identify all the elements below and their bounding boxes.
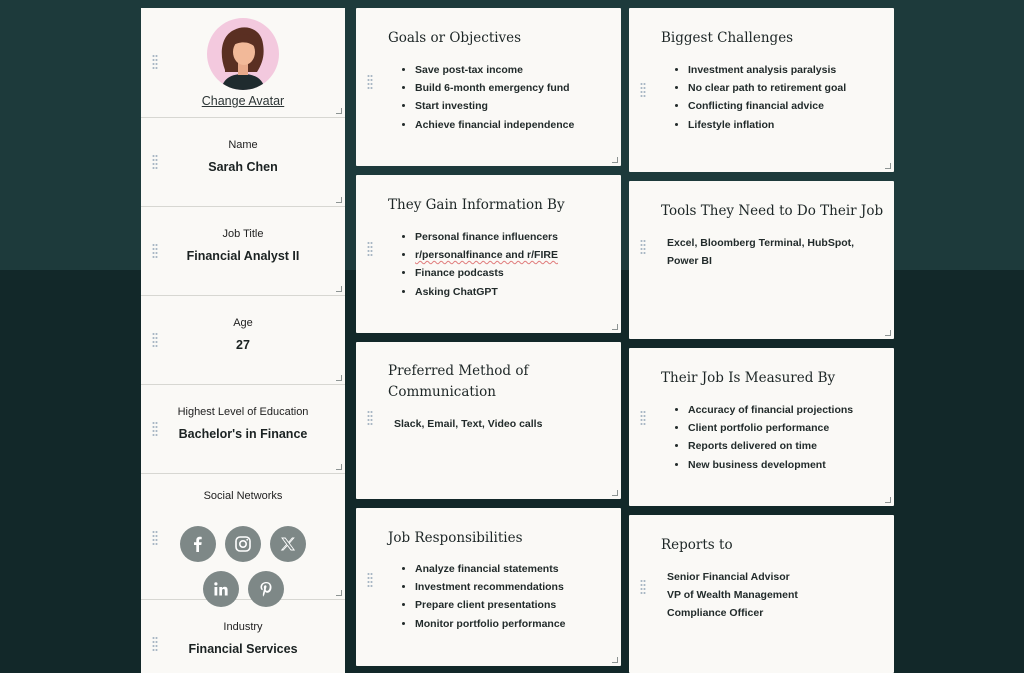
job-title-value[interactable]: Financial Analyst II	[186, 249, 300, 263]
list-item: • Investment recommendations	[415, 578, 609, 596]
list-item: • Start investing	[415, 97, 609, 115]
reports-to-line: VP of Wealth Management	[667, 589, 798, 601]
age-value[interactable]: 27	[236, 338, 250, 352]
drag-handle[interactable]	[640, 82, 646, 98]
responsibilities-list	[398, 560, 609, 633]
change-avatar-link[interactable]: Change Avatar	[201, 94, 285, 108]
reports-to-line: Senior Financial Advisor	[667, 571, 790, 583]
resize-handle[interactable]	[612, 490, 618, 496]
measured-list	[671, 401, 882, 474]
resize-handle[interactable]	[336, 375, 342, 381]
information-card	[356, 175, 621, 333]
instagram-icon[interactable]	[225, 526, 261, 562]
list-item: • Analyze financial statements	[415, 560, 609, 578]
drag-handle[interactable]	[152, 421, 158, 437]
industry-value[interactable]: Financial Services	[188, 642, 298, 656]
resize-handle[interactable]	[885, 163, 891, 169]
drag-handle[interactable]	[152, 332, 158, 348]
resize-handle[interactable]	[336, 197, 342, 203]
name-panel	[141, 118, 345, 207]
resize-handle[interactable]	[612, 324, 618, 330]
communication-card	[356, 342, 621, 499]
list-item: • Monitor portfolio performance	[415, 615, 609, 633]
profile-column	[141, 8, 345, 673]
drag-handle[interactable]	[640, 239, 646, 255]
list-item: • No clear path to retirement goal	[688, 79, 882, 97]
drag-handle[interactable]	[367, 241, 373, 257]
challenges-card	[629, 8, 894, 172]
job-title-panel	[141, 207, 345, 296]
avatar-panel	[141, 8, 345, 118]
responsibilities-card	[356, 508, 621, 666]
drag-handle[interactable]	[640, 579, 646, 595]
resize-handle[interactable]	[336, 590, 342, 596]
measured-title: Their Job Is Measured By	[661, 370, 836, 386]
information-title: They Gain Information By	[388, 197, 565, 213]
list-item: • Finance podcasts	[415, 264, 609, 282]
age-panel	[141, 296, 345, 385]
name-value[interactable]: Sarah Chen	[208, 160, 278, 174]
job-title-label: Job Title	[222, 228, 264, 240]
resize-handle[interactable]	[612, 657, 618, 663]
challenges-list	[671, 61, 882, 134]
responsibilities-title: Job Responsibilities	[388, 530, 523, 546]
social-networks-panel	[141, 474, 345, 600]
list-item: • Prepare client presentations	[415, 596, 609, 614]
drag-handle[interactable]	[152, 636, 158, 652]
information-list	[398, 228, 609, 301]
social-networks-label: Social Networks	[203, 490, 283, 502]
tools-title: Tools They Need to Do Their Job	[661, 203, 884, 219]
avatar[interactable]	[207, 18, 279, 90]
goals-title: Goals or Objectives	[388, 30, 522, 46]
list-item: • Build 6-month emergency fund	[415, 79, 609, 97]
goals-card	[356, 8, 621, 166]
industry-panel	[141, 600, 345, 673]
challenges-title: Biggest Challenges	[661, 30, 794, 46]
resize-handle[interactable]	[885, 497, 891, 503]
list-item: • Save post-tax income	[415, 61, 609, 79]
resize-handle[interactable]	[336, 286, 342, 292]
list-item: • Achieve financial independence	[415, 116, 609, 134]
list-item: • Investment analysis paralysis	[688, 61, 882, 79]
communication-text: Slack, Email, Text, Video calls	[394, 418, 543, 430]
list-item: • Accuracy of financial projections	[688, 401, 882, 419]
list-item: • Lifestyle inflation	[688, 116, 882, 134]
education-value[interactable]: Bachelor's in Finance	[178, 427, 308, 441]
reports-to-title: Reports to	[661, 537, 733, 553]
drag-handle[interactable]	[640, 410, 646, 426]
tools-card	[629, 181, 894, 339]
drag-handle[interactable]	[367, 74, 373, 90]
name-label: Name	[228, 139, 258, 151]
list-item: • Asking ChatGPT	[415, 283, 609, 301]
list-item: • r/personalfinance and r/FIRE	[415, 246, 609, 264]
resize-handle[interactable]	[612, 157, 618, 163]
list-item: • Reports delivered on time	[688, 437, 882, 455]
drag-handle[interactable]	[152, 54, 158, 70]
drag-handle[interactable]	[367, 572, 373, 588]
list-item: • Conflicting financial advice	[688, 97, 882, 115]
facebook-icon[interactable]	[180, 526, 216, 562]
reports-to-card	[629, 515, 894, 673]
age-label: Age	[233, 317, 253, 329]
resize-handle[interactable]	[336, 108, 342, 114]
list-item: • Client portfolio performance	[688, 419, 882, 437]
communication-title: Preferred Method of Communication	[388, 363, 529, 400]
list-item: • Personal finance influencers	[415, 228, 609, 246]
drag-handle[interactable]	[367, 410, 373, 426]
education-label: Highest Level of Education	[177, 406, 309, 418]
industry-label: Industry	[223, 621, 263, 633]
drag-handle[interactable]	[152, 154, 158, 170]
measured-card	[629, 348, 894, 506]
resize-handle[interactable]	[885, 330, 891, 336]
drag-handle[interactable]	[152, 243, 158, 259]
list-item: • New business development	[688, 456, 882, 474]
x-icon[interactable]	[270, 526, 306, 562]
reports-to-line: Compliance Officer	[667, 607, 764, 619]
education-panel	[141, 385, 345, 474]
goals-list	[398, 61, 609, 134]
resize-handle[interactable]	[336, 464, 342, 470]
tools-text: Excel, Bloomberg Terminal, HubSpot, Power BI	[667, 237, 855, 268]
